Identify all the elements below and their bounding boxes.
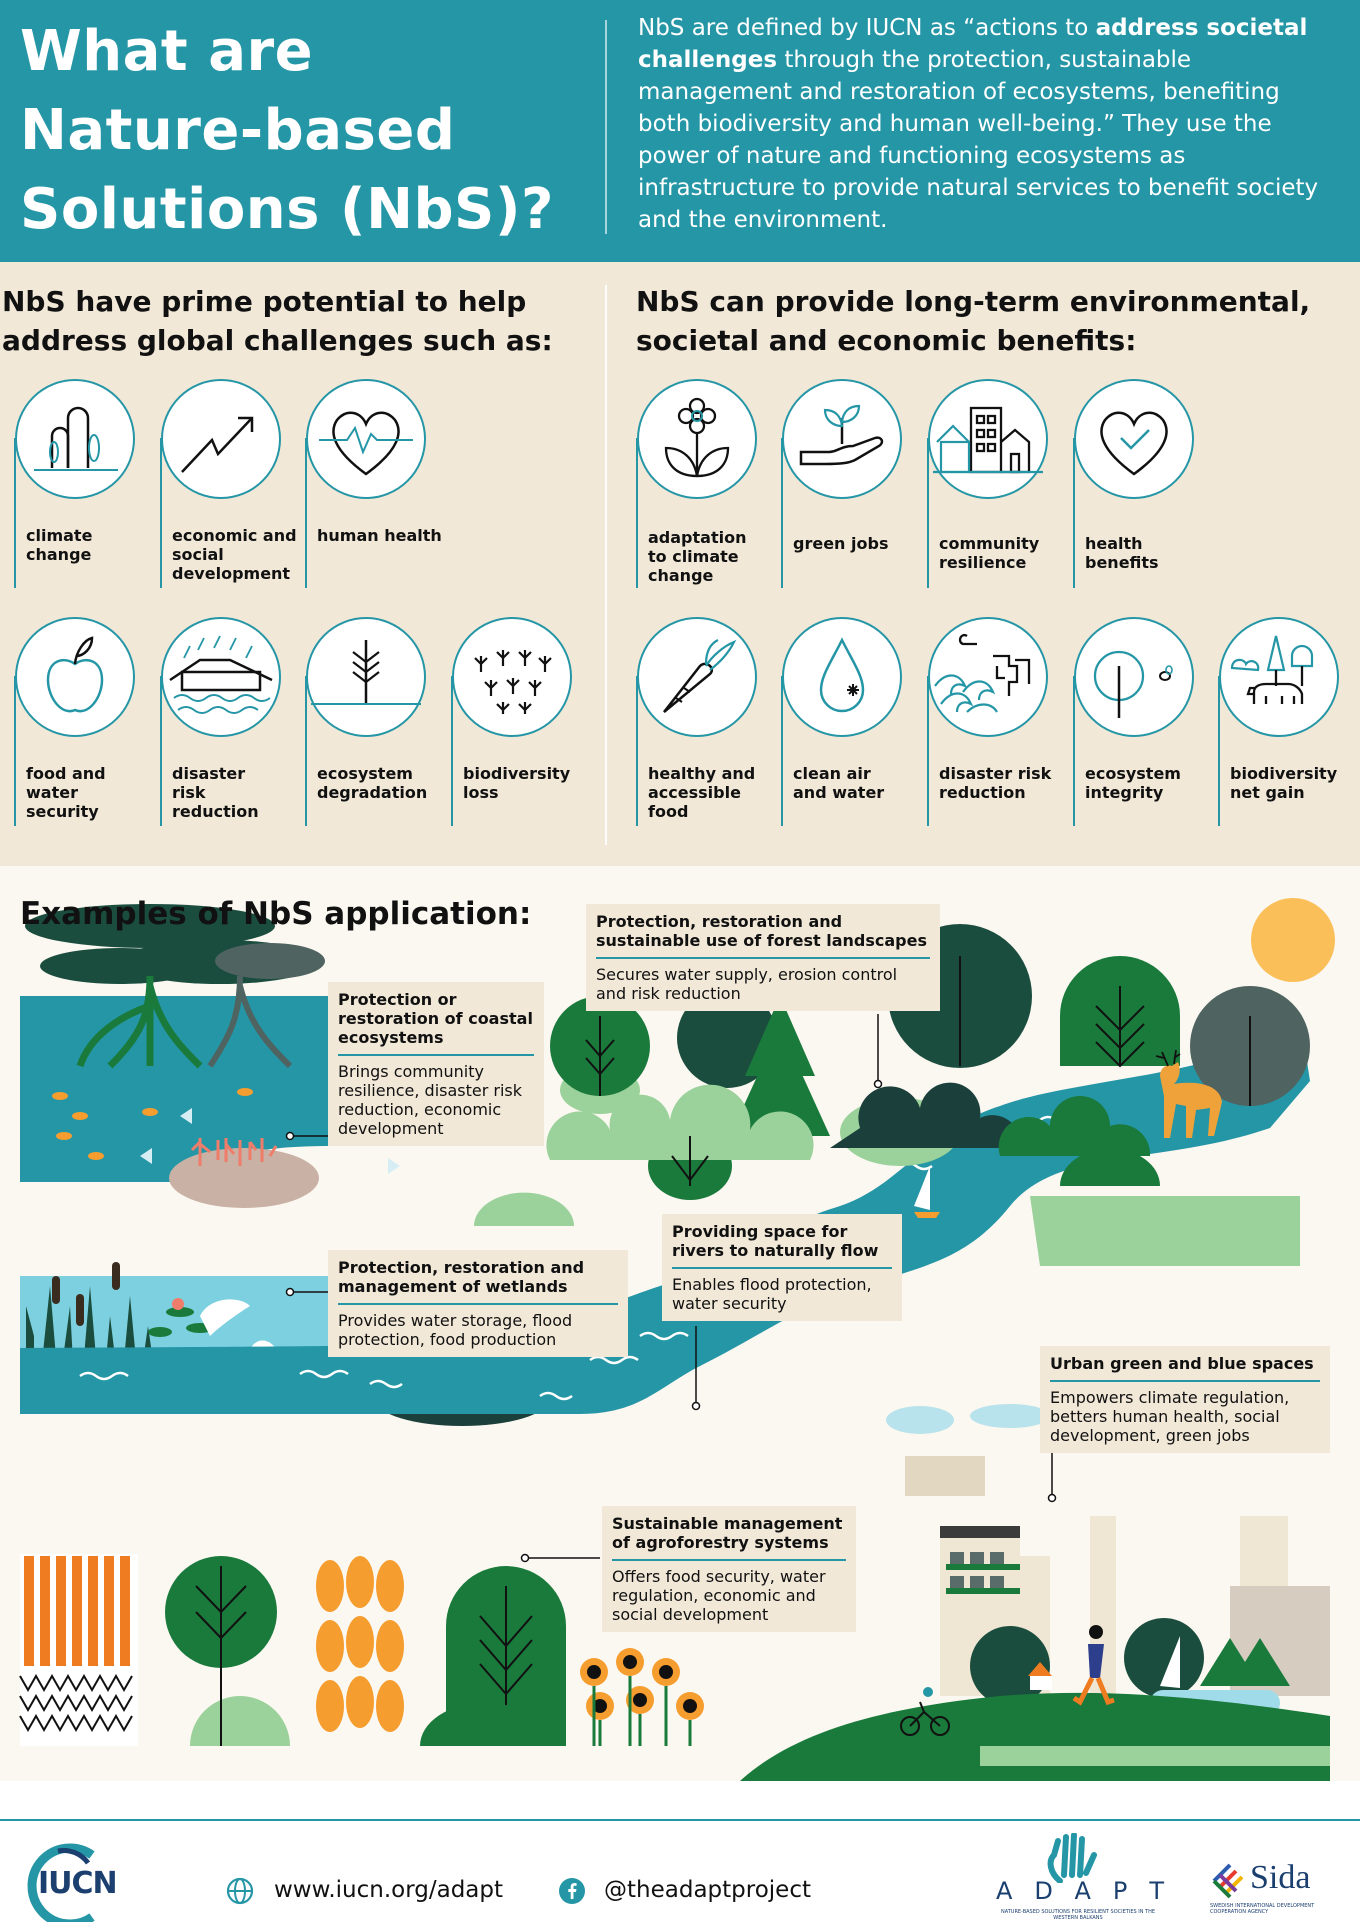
climate-change-icon [14,378,136,500]
human-health-icon [305,378,427,500]
benefit-green-jobs: green jobs [781,378,926,593]
adapt-hand-icon [1040,1833,1100,1883]
benefit-healthy-food: healthy and accessible food [636,616,781,831]
page-title [20,12,580,249]
footer [0,1781,1360,1922]
title-line: Nature-based [20,98,456,163]
challenge-ecosystem-degradation: ecosystem degradation [305,616,450,831]
challenge-disaster-risk: disaster risk reduction [160,616,305,831]
footer-divider [0,1819,1360,1821]
adapt-subtitle: NATURE-BASED SOLUTIONS FOR RESILIENT SOCIETIES IN THE WESTERN BALKANS [1000,1909,1156,1921]
facebook-icon [558,1877,586,1905]
benefit-community-resilience: community resilience [927,378,1072,593]
carrot-icon [636,616,758,738]
challenge-food-water: food and water security [14,616,159,831]
card-forest-landscapes: Protection, restoration and sustainable use of forest landscapes Secures water supply, erosion control and risk reduction [586,904,940,1011]
biodiversity-loss-icon [451,616,573,738]
disaster-risk-icon [160,616,282,738]
sida-label: Sida [1250,1859,1311,1896]
hand-plant-icon [781,378,903,500]
buildings-icon [927,378,1049,500]
card-rivers-flow: Providing space for rivers to naturally flow Enables flood protection, water security [662,1214,902,1321]
header-divider [605,20,607,234]
economic-development-icon [160,378,282,500]
globe-icon [226,1877,254,1905]
benefit-biodiversity-net-gain: biodiversity net gain [1218,616,1360,831]
header [0,0,1360,262]
forest-bear-icon [1218,616,1340,738]
iucn-label: IUCN [38,1866,117,1901]
benefits-heading: NbS can provide long-term environmental, societal and economic benefits: [636,285,1311,357]
card-coastal-ecosystems: Protection or restoration of coastal ecosystems Brings community resilience, disaster risk reduction, economic development [328,982,544,1146]
sun-icon [1251,898,1335,982]
challenge-human-health: human health [305,378,450,593]
food-water-icon [14,616,136,738]
challenge-economic-development: economic and social development [160,378,305,593]
card-wetlands: Protection, restoration and management of wetlands Provides water storage, flood protection, food production [328,1250,628,1357]
card-urban-spaces: Urban green and blue spaces Empowers climate regulation, betters human health, social development, green jobs [1040,1346,1330,1453]
challenges-heading: NbS have prime potential to help address global challenges such as: [2,285,553,357]
benefit-disaster-risk: disaster risk reduction [927,616,1072,831]
water-drop-icon [781,616,903,738]
tree-bee-icon [1073,616,1195,738]
section-divider [605,285,607,845]
examples-section [0,866,1360,1781]
challenge-climate-change: climate change [14,378,159,593]
benefit-health: health benefits [1073,378,1218,593]
title-line: What are [20,19,314,84]
sida-subtitle: SWEDISH INTERNATIONAL DEVELOPMENT COOPERATION AGENCY [1210,1903,1315,1915]
ecosystem-degradation-icon [305,616,427,738]
examples-title: Examples of NbS application: [20,896,532,932]
benefit-clean-air-water: clean air and water [781,616,926,831]
sida-logo-icon [1210,1863,1250,1899]
title-line: Solutions (NbS)? [20,177,554,242]
website-link[interactable]: www.iucn.org/adapt [274,1877,504,1903]
benefit-ecosystem-integrity: ecosystem integrity [1073,616,1218,831]
social-handle[interactable]: @theadaptproject [604,1877,811,1903]
card-agroforestry: Sustainable management of agroforestry systems Offers food security, water regulation, economic and social development [602,1506,856,1632]
adapt-label: ADAPT [996,1877,1187,1905]
benefit-adaptation: adaptation to climate change [636,378,781,593]
waves-icon [927,616,1049,738]
definition-text: NbS are defined by IUCN as “actions to address societal challenges through the protection, sustainable management and restoration of ecosystems, benefiting both biodiversity and human well-being.” They use the power of nature and functioning ecosystems as infrastructure to provide natural services to benefit society and the environment. [638,15,1319,233]
challenge-biodiversity-loss: biodiversity loss [451,616,596,831]
heart-check-icon [1073,378,1195,500]
flower-icon [636,378,758,500]
